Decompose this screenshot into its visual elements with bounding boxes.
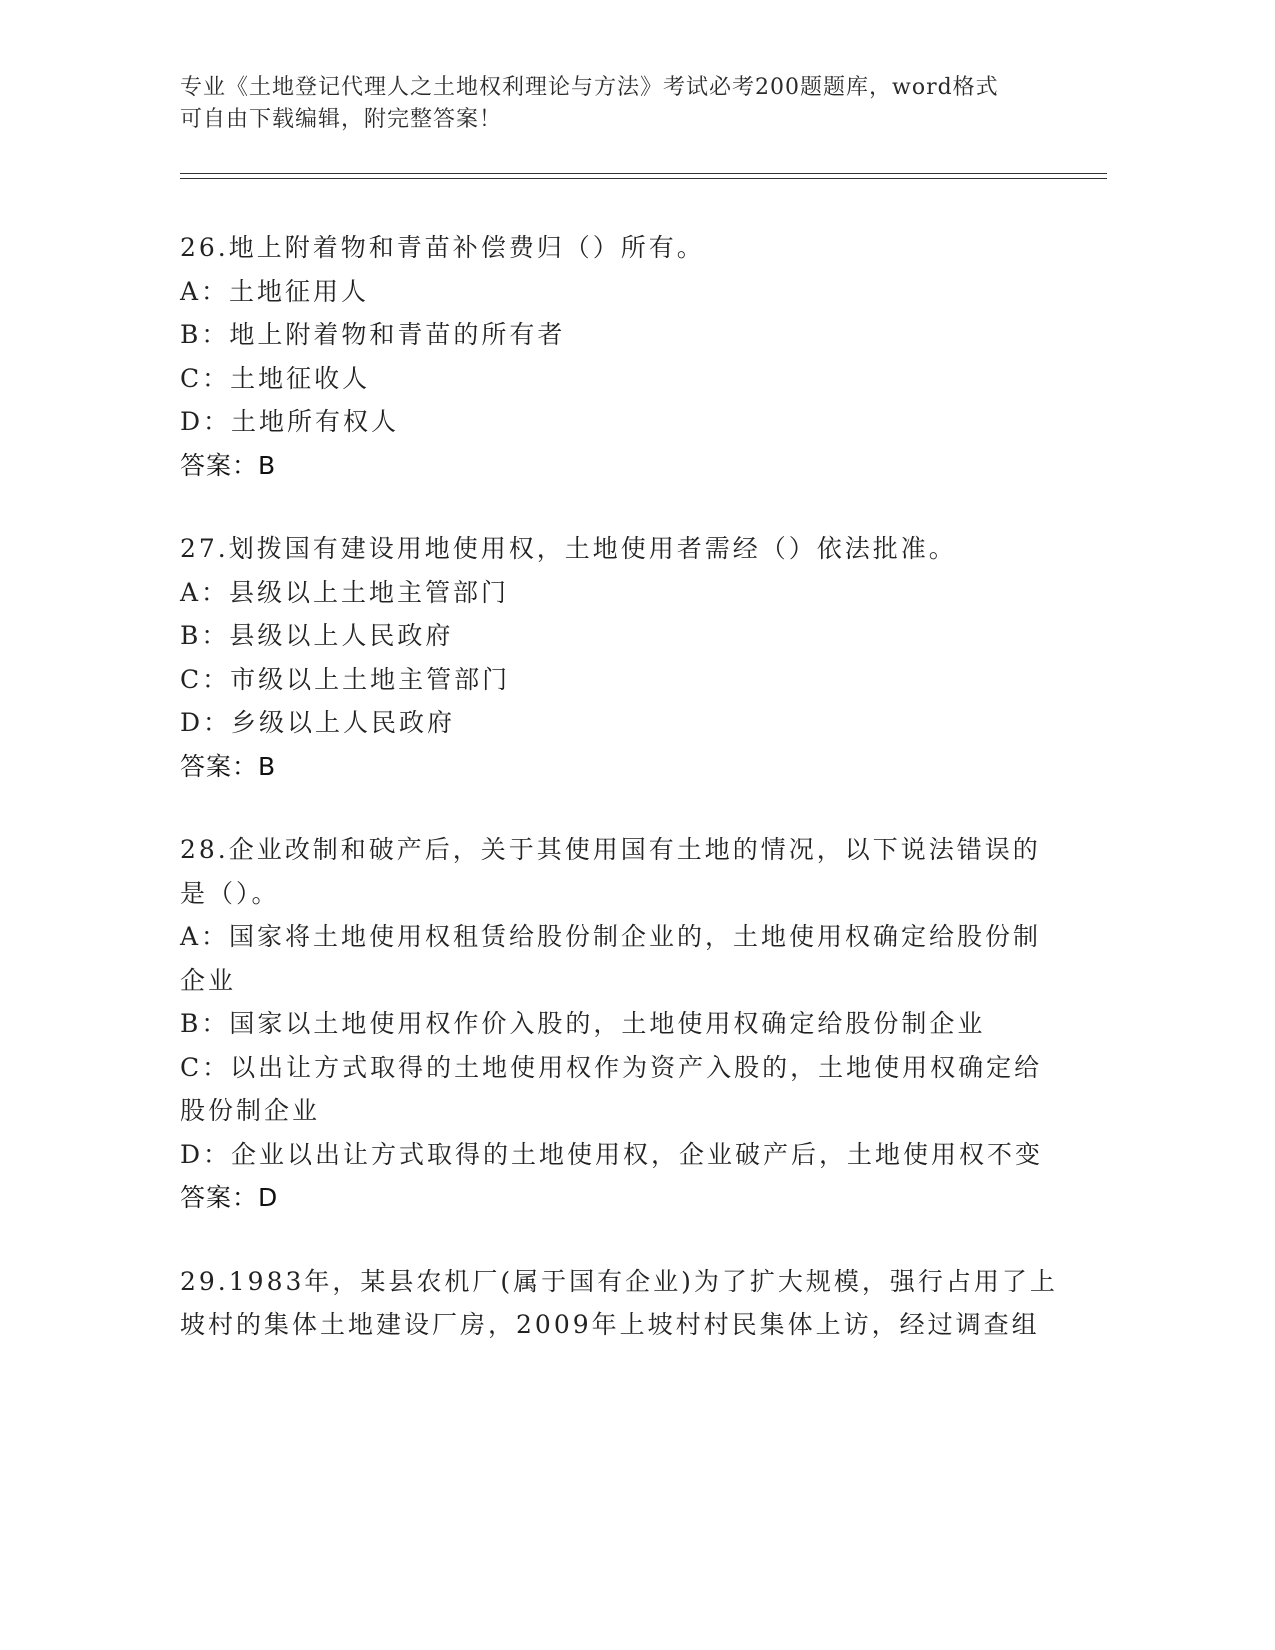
option-b: B：国家以土地使用权作价入股的，土地使用权确定给股份制企业: [180, 1009, 986, 1038]
option-d: D：乡级以上人民政府: [180, 708, 456, 737]
answer: 答案：B: [180, 751, 277, 781]
question-list: [180, 226, 1058, 1387]
answer: 答案：D: [180, 1183, 279, 1212]
option-c: C：土地征收人: [180, 363, 371, 393]
question-stem-line-1: 29.1983年，某县农机厂(属于国有企业)为了扩大规模，强行占用了上: [180, 1266, 1058, 1296]
question-26: [180, 226, 1050, 487]
option-a: A：县级以上土地主管部门: [180, 577, 510, 607]
question-stem: 27.划拨国有建设用地使用权，土地使用者需经（）依法批准。: [180, 534, 957, 563]
option-b: B：地上附着物和青苗的所有者: [180, 320, 566, 349]
header-line-1: 专业《土地登记代理人之土地权利理论与方法》考试必考200题题库，word格式: [180, 75, 999, 100]
answer: 答案：B: [180, 450, 277, 480]
option-c: C：市级以上土地主管部门: [180, 664, 511, 694]
question-stem-line-2: 是（）。: [180, 878, 280, 908]
question-stem-line-1: 28.企业改制和破产后，关于其使用国有土地的情况，以下说法错误的: [180, 835, 1041, 864]
document-header: [180, 72, 1060, 136]
header-divider-bottom: [180, 178, 1107, 179]
header-line-2: 可自由下载编辑，附完整答案！: [180, 107, 503, 132]
question-stem-line-2: 坡村的集体土地建设厂房，2009年上坡村村民集体上访，经过调查组: [180, 1310, 1040, 1339]
option-b: B：县级以上人民政府: [180, 621, 454, 650]
option-a: A：土地征用人: [180, 276, 370, 306]
question-27: [180, 527, 1050, 788]
option-a-line-2: 企业: [180, 965, 237, 995]
option-d: D：企业以出让方式取得的土地使用权，企业破产后，土地使用权不变: [180, 1139, 1044, 1169]
option-d: D：土地所有权人: [180, 407, 400, 436]
question-29: [180, 1260, 1058, 1347]
header-divider-top: [180, 173, 1107, 174]
option-c-line-2: 股份制企业: [180, 1096, 321, 1125]
option-c-line-1: C：以出让方式取得的土地使用权作为资产入股的，土地使用权确定给: [180, 1052, 1043, 1082]
option-a-line-1: A：国家将土地使用权租赁给股份制企业的，土地使用权确定给股份制: [180, 922, 1042, 951]
question-28: [180, 828, 1050, 1220]
question-stem: 26.地上附着物和青苗补偿费归（）所有。: [180, 233, 705, 262]
